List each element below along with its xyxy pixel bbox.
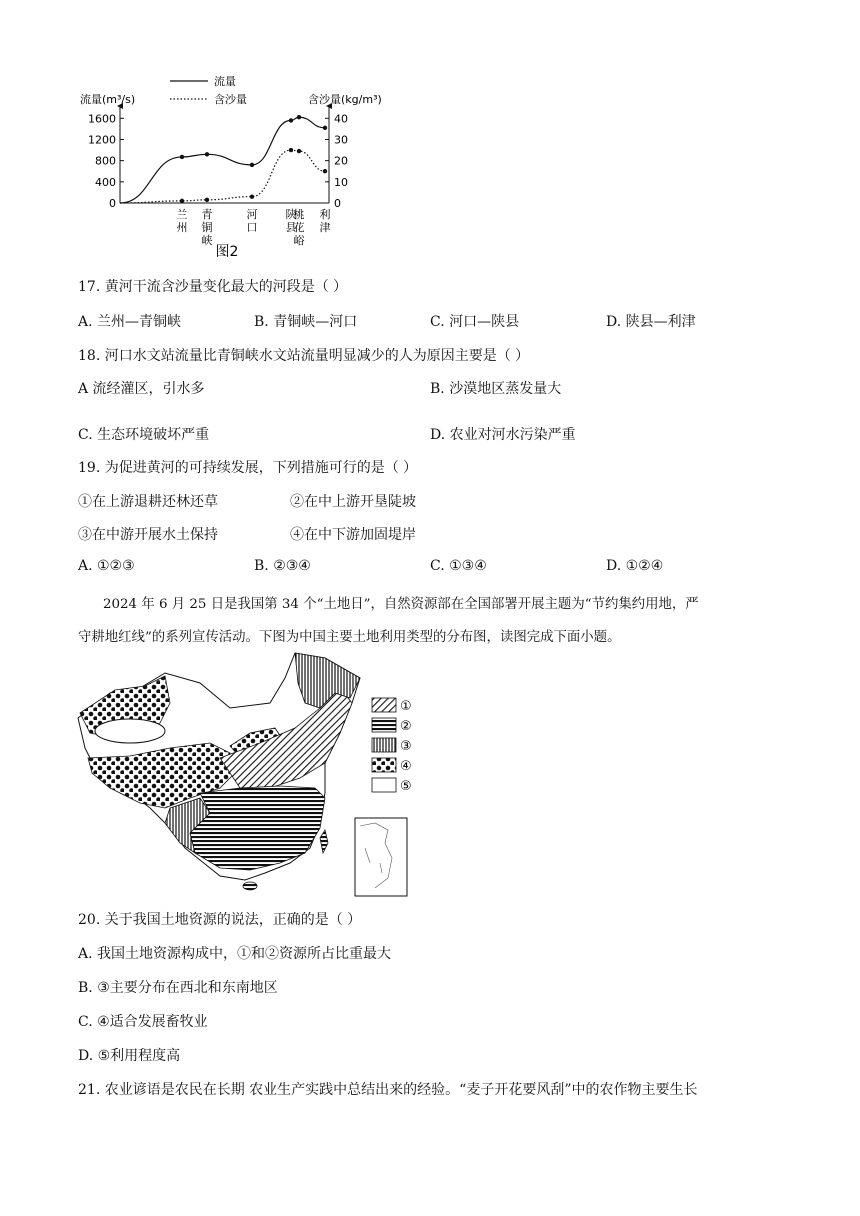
- q21-stem: 21. 农业谚语是农民在长期 农业生产实践中总结出来的经验。“麦子开花要风刮”中的农作物主要生长: [78, 1082, 698, 1098]
- y-left-tick-label: 1200: [88, 133, 116, 147]
- map-taiwan: [320, 830, 328, 853]
- q18-option-c[interactable]: C. 生态环境破坏严重: [78, 427, 210, 443]
- data-point-sediment: [180, 199, 184, 203]
- x-category-char: 峪: [293, 234, 305, 247]
- q19-option-d[interactable]: D. ①②④: [606, 558, 664, 574]
- x-category-label: [247, 208, 258, 234]
- y-axis-right-label: 含沙量(kg/m³): [308, 93, 382, 106]
- data-point-flow: [180, 155, 184, 159]
- q18-stem: 18. 河口水文站流量比青铜峡水文站流量明显减少的人为原因主要是（ ）: [78, 348, 530, 364]
- q19-option-a[interactable]: A. ①②③: [78, 558, 135, 574]
- intro-line-2: 守耕地红线”的系列宣传活动。下图为中国主要土地利用类型的分布图，读图完成下面小题。: [78, 630, 621, 645]
- x-category-char: 花: [293, 221, 305, 234]
- map-legend-label: ③: [400, 739, 412, 754]
- x-category-char: 兰: [176, 208, 188, 221]
- q20-option-c[interactable]: C. ④适合发展畜牧业: [78, 1014, 208, 1030]
- q18-option-b[interactable]: B. 沙漠地区蒸发量大: [430, 381, 562, 397]
- data-point-sediment: [250, 194, 254, 198]
- x-category-char: 陕: [285, 208, 297, 221]
- q17-stem: 17. 黄河干流含沙量变化最大的河段是（ ）: [78, 279, 348, 295]
- china-land-use-map: [70, 648, 420, 898]
- data-point-flow: [250, 163, 254, 167]
- q19-statement-4: ④在中下游加固堤岸: [290, 527, 416, 543]
- q17-option-b[interactable]: B. 青铜峡—河口: [254, 314, 358, 330]
- x-category-char: 铜: [201, 221, 213, 234]
- data-point-flow: [323, 126, 327, 130]
- series-line-flow: [120, 117, 325, 203]
- q19-option-b[interactable]: B. ②③④: [254, 558, 311, 574]
- data-point-sediment: [205, 198, 209, 202]
- q19-stem: 19. 为促进黄河的可持续发展，下列措施可行的是（ ）: [78, 460, 418, 476]
- data-point-flow: [205, 152, 209, 156]
- x-category-char: 县: [285, 221, 297, 234]
- legend-label-sediment: 含沙量: [214, 93, 247, 106]
- q18-option-a[interactable]: A 流经灌区，引水多: [78, 381, 205, 397]
- y-right-tick-label: 0: [334, 197, 341, 210]
- y-axis-left-label: 流量(m³/s): [80, 93, 136, 106]
- q17-option-c[interactable]: C. 河口—陕县: [430, 314, 520, 330]
- map-legend-label: ①: [400, 699, 412, 714]
- map-legend-label: ⑤: [400, 779, 412, 794]
- y-left-tick-label: 0: [109, 197, 116, 210]
- data-point-flow: [289, 118, 293, 122]
- series-line-sediment: [120, 150, 325, 203]
- x-category-label: [177, 208, 188, 234]
- q19-statement-1: ①在上游退耕还林还草: [78, 494, 218, 510]
- q18-option-d[interactable]: D. 农业对河水污染严重: [430, 427, 576, 443]
- data-point-sediment: [323, 169, 327, 173]
- map-legend-swatch: [372, 698, 396, 712]
- q20-option-d[interactable]: D. ⑤利用程度高: [78, 1048, 181, 1064]
- x-category-char: 口: [246, 221, 258, 234]
- x-category-label: [294, 207, 306, 247]
- map-legend-swatch: [372, 718, 396, 732]
- x-category-label: [320, 207, 331, 234]
- q20-option-b[interactable]: B. ③主要分布在西北和东南地区: [78, 980, 278, 996]
- q19-option-c[interactable]: C. ①③④: [430, 558, 487, 574]
- map-legend-swatch: [372, 778, 396, 792]
- q20-option-a[interactable]: A. 我国土地资源构成中，①和②资源所占比重最大: [78, 946, 392, 962]
- x-category-char: 青: [201, 208, 213, 221]
- y-right-tick-label: 20: [334, 154, 348, 168]
- map-legend-label: ④: [400, 759, 412, 774]
- q20-stem: 20. 关于我国土地资源的说法，正确的是（ ）: [78, 912, 362, 928]
- map-hainan: [243, 882, 257, 890]
- y-left-tick-label: 1600: [88, 112, 116, 126]
- y-right-tick-label: 40: [334, 112, 348, 126]
- map-region-2: [190, 786, 325, 870]
- data-point-sediment: [297, 149, 301, 153]
- x-category-char: 利: [319, 208, 331, 221]
- map-legend-swatch: [372, 758, 396, 772]
- x-category-char: 桃: [293, 208, 305, 221]
- x-category-label: [202, 207, 213, 247]
- y-right-tick-label: 10: [334, 175, 348, 189]
- data-point-sediment: [289, 148, 293, 152]
- x-category-char: 河: [246, 208, 258, 221]
- y-left-tick-label: 400: [95, 175, 116, 189]
- q17-option-d[interactable]: D. 陕县—利津: [606, 314, 696, 330]
- y-left-tick-label: 800: [95, 154, 116, 168]
- map-legend-swatch: [372, 738, 396, 752]
- x-category-char: 州: [176, 221, 188, 234]
- figure2-caption: 图2: [215, 244, 239, 260]
- legend-label-flow: 流量: [214, 75, 236, 88]
- data-point-flow: [297, 115, 301, 119]
- map-basin-white: [95, 719, 165, 743]
- figure2-chart: [70, 70, 400, 260]
- south-china-sea-inset: [355, 818, 407, 896]
- intro-line-1: 2024 年 6 月 25 日是我国第 34 个“土地日”，自然资源部在全国部署开展主题为“节约集约用地，严: [103, 597, 699, 612]
- q19-statement-2: ②在中上游开垦陡坡: [290, 494, 416, 510]
- q19-statement-3: ③在中游开展水土保持: [78, 527, 218, 543]
- q17-option-a[interactable]: A. 兰州—青铜峡: [78, 314, 182, 330]
- map-legend-label: ②: [400, 719, 412, 734]
- y-right-tick-label: 30: [334, 133, 348, 147]
- x-category-char: 津: [319, 221, 331, 234]
- x-category-char: 峡: [201, 234, 213, 247]
